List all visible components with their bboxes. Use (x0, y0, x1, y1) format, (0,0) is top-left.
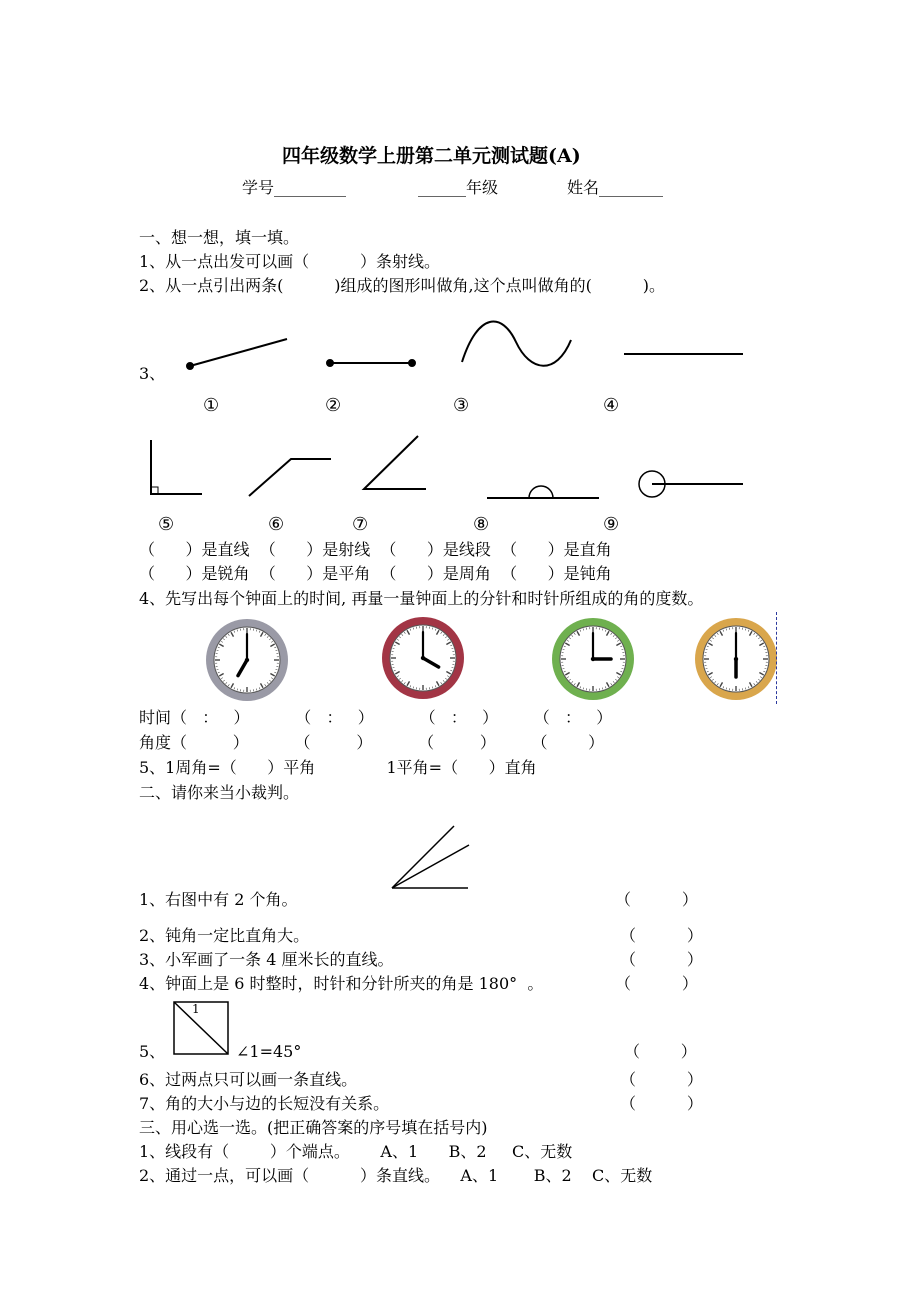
s2-item-2: 2、钝角一定比直角大。 (139, 926, 310, 945)
name-field: 姓名________ (567, 178, 664, 197)
fig-label-8: ⑧ (473, 514, 490, 535)
s1-question-4: 4、先写出每个钟面上的时间, 再量一量钟面上的分针和时针所组成的角的度数。 (139, 589, 704, 608)
section1-heading: 一、想一想，填一填。 (139, 228, 300, 247)
fig-label-6: ⑥ (268, 514, 285, 535)
s2-item-6: 6、过两点只可以画一条直线。 (139, 1070, 358, 1089)
angle-equation: ∠1=45° (236, 1042, 302, 1061)
fig-label-1: ① (203, 395, 220, 416)
s2-item-6-blank: （ ） (620, 1070, 703, 1089)
s2-item-4: 4、钟面上是 6 时整时，时针和分针所夹的角是 180° 。 (139, 974, 544, 993)
grade-field: ______年级 (418, 178, 499, 197)
angle-row: 角度（ ） （ ） （ ） （ ） (139, 733, 605, 752)
s2-item-7-blank: （ ） (620, 1094, 703, 1113)
s2-item-3-blank: （ ） (620, 950, 703, 969)
fig-label-9: ⑨ (603, 514, 620, 535)
fig-label-7: ⑦ (352, 514, 369, 535)
s2-item-1: 1、右图中有 2 个角。 (139, 890, 298, 909)
s1-question-1: 1、从一点出发可以画（ ）条射线。 (139, 252, 441, 271)
s2-item-4-blank: （ ） (615, 974, 698, 993)
page-title: 四年级数学上册第二单元测试题(A) (282, 145, 581, 167)
s3-question-1: 1、线段有（ ）个端点。 A、1 B、2 C、无数 (139, 1142, 573, 1161)
s2-item-5-blank: （ ） (624, 1042, 697, 1061)
fig-label-3: ③ (453, 395, 470, 416)
square-angle-label: 1 (192, 1002, 200, 1016)
s2-item-5: 5、 (139, 1042, 166, 1061)
s2-item-2-blank: （ ） (620, 926, 703, 945)
fig-label-5: ⑤ (158, 514, 175, 535)
fill-row-2: （ ）是锐角 （ ）是平角 （ ）是周角 （ ）是钝角 (139, 564, 612, 583)
s1-question-2: 2、从一点引出两条( )组成的图形叫做角,这个点叫做角的( )。 (139, 276, 665, 295)
time-row: 时间（ ： ） （ ： ） （ ： ） （ ： ） (139, 708, 613, 727)
section3-heading: 三、用心选一选。(把正确答案的序号填在括号内) (139, 1118, 488, 1137)
s2-item-3: 3、小军画了一条 4 厘米长的直线。 (139, 950, 394, 969)
student-no-field: 学号_________ (242, 178, 347, 197)
s1-question-5: 5、1周角=（ ）平角 1平角=（ ）直角 (139, 758, 537, 777)
s3-question-2: 2、通过一点，可以画（ ）条直线。 A、1 B、2 C、无数 (139, 1166, 653, 1185)
fill-row-1: （ ）是直线 （ ）是射线 （ ）是线段 （ ）是直角 (139, 540, 612, 559)
section2-heading: 二、请你来当小裁判。 (139, 783, 300, 802)
s2-item-7: 7、角的大小与边的长短没有关系。 (139, 1094, 390, 1113)
fig-label-4: ④ (603, 395, 620, 416)
s2-item-1-blank: （ ） (615, 890, 698, 909)
fig-label-2: ② (325, 395, 342, 416)
s1-question-3-label: 3、 (139, 364, 166, 383)
